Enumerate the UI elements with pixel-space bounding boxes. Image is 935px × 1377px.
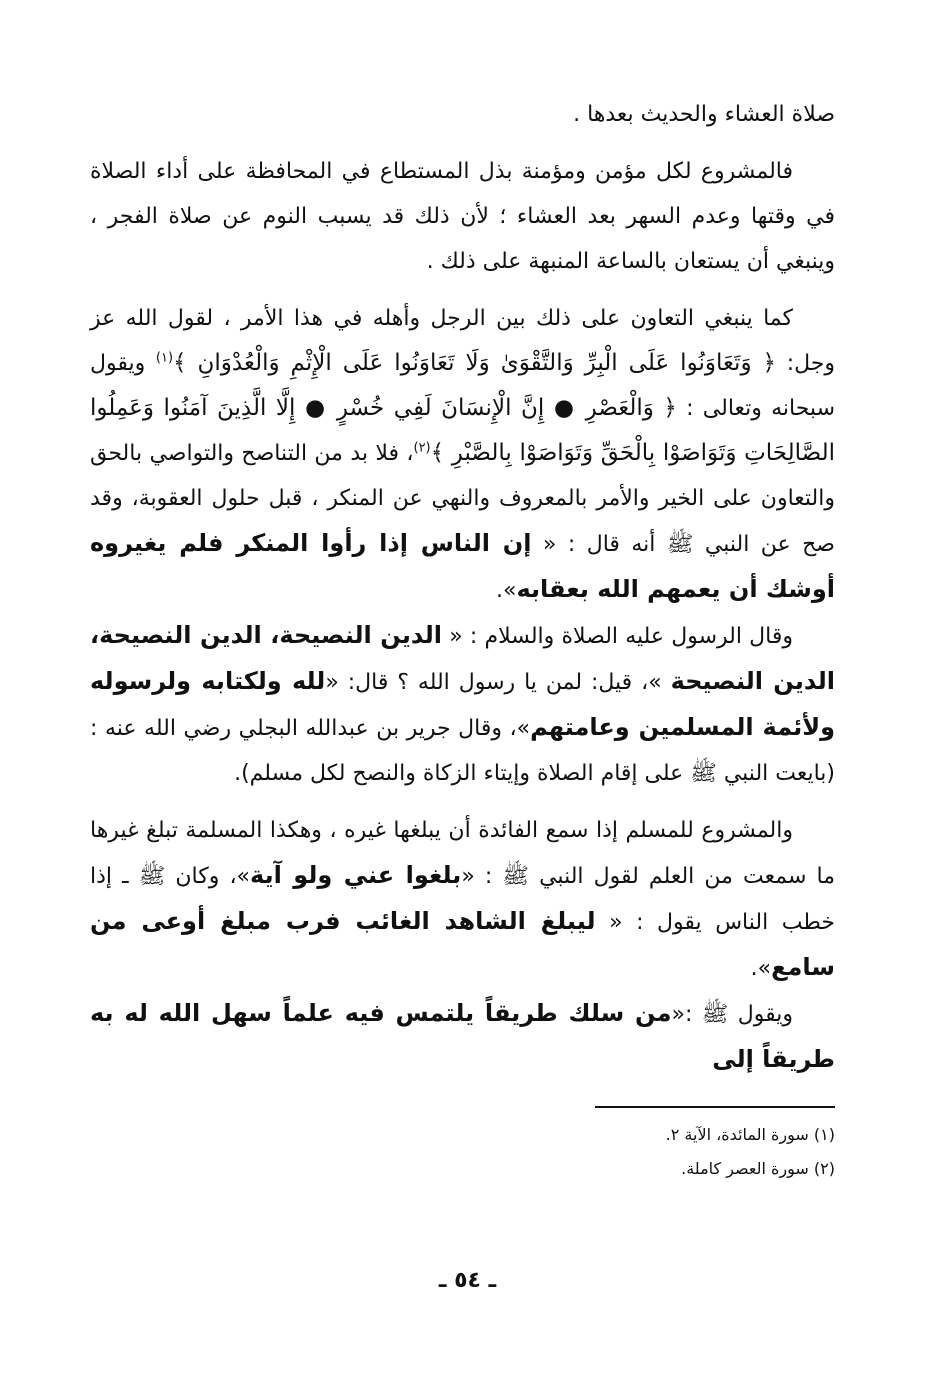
hadith-quote: الدين النصيحة، الدين النصيحة، الدين النصيحة: [90, 621, 835, 695]
footnote-marker: (١): [155, 350, 174, 366]
paragraph-2: [90, 149, 835, 284]
text-run: كما ينبغي التعاون على ذلك بين الرجل وأهله في هذا الأمر ، لقول الله عز وجل:: [90, 306, 835, 376]
hadith-quote: إن الناس إذا رأوا المنكر فلم يغيروه أوشك أن يعمهم الله بعقابه: [90, 529, 835, 603]
hadith-quote: ليبلغ الشاهد الغائب فرب مبلغ أوعى من سامع: [90, 907, 835, 981]
paragraph-4: [90, 613, 835, 796]
hadith-quote: بلغوا عني ولو آية: [250, 861, 462, 889]
hadith-quote: لله ولكتابه ولرسوله ولأئمة المسلمين وعامتهم: [90, 667, 835, 741]
paragraph-1: [90, 92, 835, 137]
quran-verse: ﴿ وَالْعَصْرِ ● إِنَّ الْإِنسَانَ لَفِي خُسْرٍ ● إِلَّا الَّذِينَ آمَنُوا وَعَمِلُوا الصَّالِحَاتِ وَتَوَاصَوْا بِالْحَقِّ وَتَوَاصَوْا بِالصَّبْرِ ﴾: [90, 395, 835, 466]
text-run: ، فلا بد من التناصح والتواصي بالحق والتعاون على الخير والأمر بالمعروف والنهي عن المنكر ، قبل حلول العقوبة، وقد صح عن النبي ﷺ أنه قال : «: [90, 441, 835, 557]
text-run: والمشروع للمسلم إذا سمع الفائدة أن يبلغها غيره ، وهكذا المسلمة تبلغ غيرها ما سمعت من العلم لقول النبي ﷺ : «: [90, 818, 835, 889]
page-body: [90, 92, 835, 1083]
quran-verse: ﴿ وَتَعَاوَنُوا عَلَى الْبِرِّ وَالتَّقْوَىٰ وَلَا تَعَاوَنُوا عَلَى الْإِثْمِ وَالْعُدْوَانِ ﴾: [173, 350, 777, 376]
text-run: »، قيل: لمن يا رسول الله ؟ قال: «: [325, 670, 671, 695]
hadith-quote: من سلك طريقاً يلتمس فيه علماً سهل الله له به طريقاً إلى: [90, 999, 835, 1073]
paragraph-3: [90, 296, 835, 613]
footnote-marker: (٢): [413, 440, 431, 456]
paragraph-5: [90, 808, 835, 991]
text-run: صلاة العشاء والحديث بعدها .: [573, 102, 835, 127]
text-run: »، وقال جرير بن عبدالله البجلي رضي الله عنه : (بايعت النبي ﷺ على إقام الصلاة وإيتاء الزكاة والنصح لكل مسلم).: [90, 716, 835, 786]
footnote-1: (١) سورة المائدة، الآية ٢.: [665, 1125, 835, 1144]
page-number: ـ ٥٤ ـ: [438, 1268, 497, 1293]
text-run: وقال الرسول عليه الصلاة والسلام : «: [442, 624, 794, 649]
text-run: ».: [496, 578, 517, 603]
footnote-separator: [595, 1106, 835, 1108]
text-run: ويقول ﷺ :«: [671, 1002, 793, 1027]
footnote-2: (٢) سورة العصر كاملة.: [681, 1159, 835, 1178]
text-run: ويقول سبحانه وتعالى :: [90, 351, 835, 421]
text-run: »، وكان ﷺ ـ إذا خطب الناس يقول : «: [90, 864, 835, 935]
footnotes: [335, 1118, 835, 1186]
paragraph-6: [90, 991, 835, 1083]
text-run: ».: [750, 956, 772, 981]
text-run: فالمشروع لكل مؤمن ومؤمنة بذل المستطاع في المحافظة على أداء الصلاة في وقتها وعدم السهر بعد العشاء ؛ لأن ذلك قد يسبب النوم عن صلاة الفجر ، وينبغي أن يستعان بالساعة المنبهة على ذلك .: [90, 159, 835, 274]
